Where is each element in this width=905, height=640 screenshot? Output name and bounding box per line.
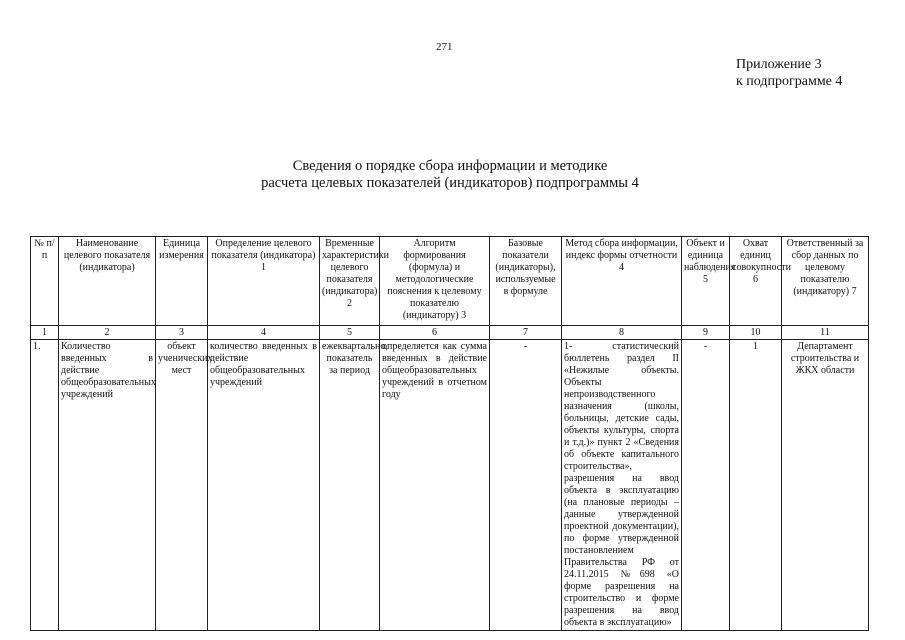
column-number: 6: [380, 326, 490, 340]
column-number: 9: [682, 326, 730, 340]
cell-object: -: [682, 340, 730, 631]
cell-timing: ежеквартально, показатель за период: [320, 340, 380, 631]
cell-num: 1.: [31, 340, 59, 631]
appendix-label: [736, 56, 842, 90]
indicators-table: [30, 236, 869, 631]
header-cell-coverage: Охват единиц совокупности 6: [730, 237, 782, 326]
column-number-row: [31, 326, 869, 340]
cell-algorithm: определяется как сумма введенных в действие общеобразовательных учреждений в отчетном году: [380, 340, 490, 631]
column-number: 8: [562, 326, 682, 340]
cell-name: Количество введенных в действие общеобразовательных учреждений: [59, 340, 156, 631]
header-cell-num: № п/п: [31, 237, 59, 326]
column-number: 2: [59, 326, 156, 340]
header-cell-base: Базовые показатели (индикаторы), используемые в формуле: [490, 237, 562, 326]
header-cell-algorithm: Алгоритм формирования (формула) и методологические пояснения к целевому показателю (индикатору) 3: [380, 237, 490, 326]
header-cell-timing: Временные характеристики целевого показателя (индикатора) 2: [320, 237, 380, 326]
column-number: 7: [490, 326, 562, 340]
column-number: 1: [31, 326, 59, 340]
column-number: 3: [156, 326, 208, 340]
page-number: 271: [436, 41, 453, 53]
table-header-row: [31, 237, 869, 326]
header-cell-definition: Определение целевого показателя (индикатора) 1: [208, 237, 320, 326]
title-line-2: расчета целевых показателей (индикаторов) подпрограммы 4: [261, 175, 639, 191]
column-number: 5: [320, 326, 380, 340]
column-number: 11: [782, 326, 869, 340]
cell-method: 1- статистический бюллетень раздел II «Нежилые объекты. Объекты непроизводственного назначения (школы, больницы, детские сады, объекты культуры, спорта и т.д.)» пункт 2 «Сведения об объекте капитального строительства», разрешения на ввод объекта в эксплуатацию (на плановые периоды – данные утвержденной проектной документации), по форме утвержденной постановлением Правительства РФ от 24.11.2015 №698 «О форме разрешения на строительство и форме разрешения на ввод объекта в эксплуатацию»: [562, 340, 682, 631]
header-cell-object: Объект и единица наблюдения 5: [682, 237, 730, 326]
appendix-line-2: к подпрограмме 4: [736, 74, 843, 89]
column-number: 4: [208, 326, 320, 340]
cell-definition: количество введенных в действие общеобразовательных учреждений: [208, 340, 320, 631]
cell-coverage: 1: [730, 340, 782, 631]
header-cell-method: Метод сбора информации, индекс формы отчетности 4: [562, 237, 682, 326]
column-number: 10: [730, 326, 782, 340]
header-cell-name: Наименование целевого показателя (индикатора): [59, 237, 156, 326]
header-cell-unit: Единица измерения: [156, 237, 208, 326]
table-row: [31, 340, 869, 631]
title-line-1: Сведения о порядке сбора информации и методике: [292, 158, 608, 174]
header-cell-responsible: Ответственный за сбор данных по целевому показателю (индикатору) 7: [782, 237, 869, 326]
cell-responsible: Департамент строительства и ЖКХ области: [782, 340, 869, 631]
cell-base: -: [490, 340, 562, 631]
appendix-line-1: Приложение 3: [736, 57, 822, 72]
cell-unit: объект ученических мест: [156, 340, 208, 631]
document-title: [200, 158, 700, 192]
